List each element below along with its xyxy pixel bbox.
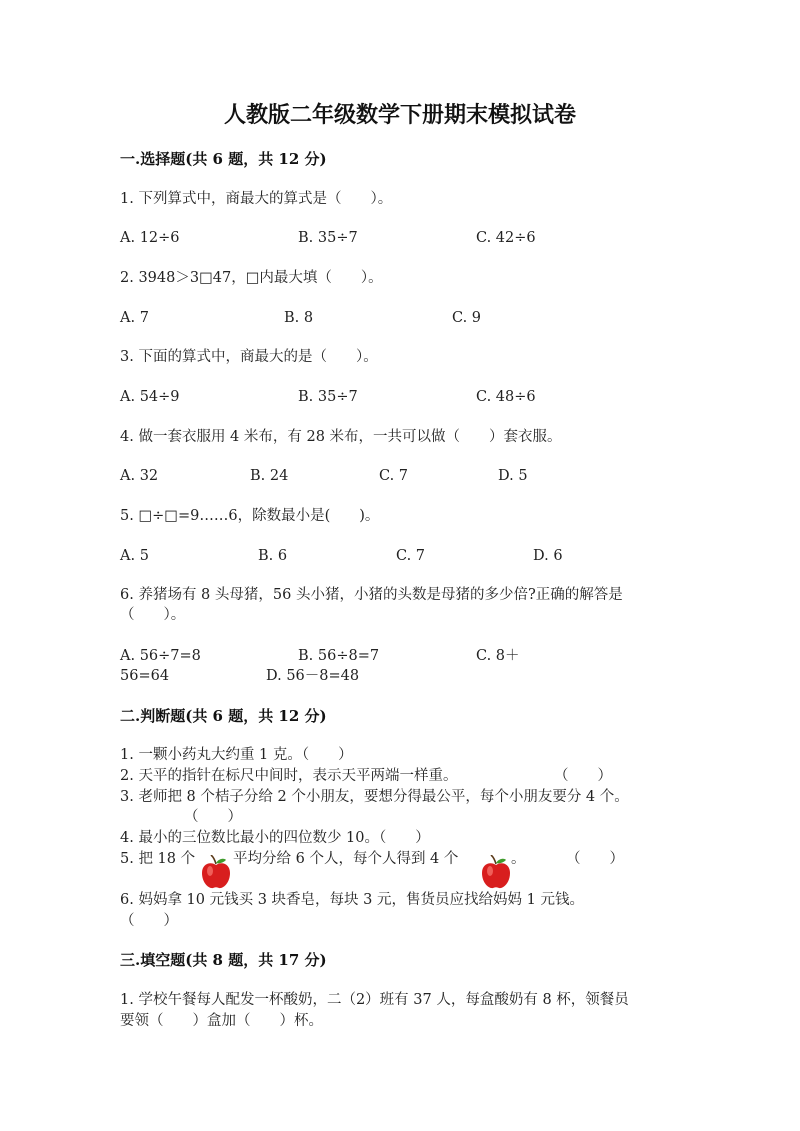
question-option: A. 54÷9 <box>120 389 180 405</box>
question-option: C. 9 <box>452 310 482 326</box>
question-stem-continued: （ ）。 <box>120 607 186 623</box>
question-option: C. 42÷6 <box>476 230 536 246</box>
question-option: C. 8＋ <box>476 648 520 664</box>
judge-blank: （ ） <box>184 809 242 825</box>
section-heading-choice: 一.选择题(共 6 题，共 12 分) <box>120 150 327 168</box>
fill-item-continued: 要领（ ）盒加（ ）杯。 <box>120 1013 323 1029</box>
judge-item: 2. 天平的指针在标尺中间时，表示天平两端一样重。 <box>120 768 458 784</box>
question-option: D. 5 <box>498 468 528 484</box>
question-option: C. 48÷6 <box>476 389 536 405</box>
question-option: A. 32 <box>120 468 159 484</box>
question-option: B. 56÷8=7 <box>298 648 380 664</box>
question-option: C. 7 <box>379 468 409 484</box>
judge-item: 3. 老师把 8 个桔子分给 2 个小朋友，要想分得最公平，每个小朋友要分 4 个。 <box>120 789 629 805</box>
question-option: A. 12÷6 <box>120 230 180 246</box>
question-option: A. 5 <box>120 548 149 564</box>
judge-item: 1. 一颗小药丸大约重 1 克。（ ） <box>120 747 353 763</box>
question-stem: 6. 养猪场有 8 头母猪，56 头小猪，小猪的头数是母猪的多少倍?正确的解答是 <box>120 587 623 603</box>
question-option: D. 56－8=48 <box>266 668 360 684</box>
apple-icon <box>481 855 511 889</box>
question-stem: 4. 做一套衣服用 4 米布，有 28 米布，一共可以做（ ）套衣服。 <box>120 429 562 445</box>
apple-icon <box>201 855 231 889</box>
question-option: C. 7 <box>396 548 426 564</box>
question-option: B. 35÷7 <box>298 230 358 246</box>
section-heading-judge: 二.判断题(共 6 题，共 12 分) <box>120 707 327 725</box>
fill-item: 1. 学校午餐每人配发一杯酸奶，二（2）班有 37 人，每盒酸奶有 8 杯，领餐员 <box>120 992 629 1008</box>
judge-item-end: 。 <box>511 851 526 867</box>
question-option: B. 6 <box>258 548 288 564</box>
judge-blank: （ ） <box>566 851 624 867</box>
question-option-continued: 56=64 <box>120 668 170 684</box>
judge-item: 6. 妈妈拿 10 元钱买 3 块香皂，每块 3 元，售货员应找给妈妈 1 元钱。 <box>120 892 584 908</box>
judge-blank: （ ） <box>554 768 612 784</box>
question-stem: 1. 下列算式中，商最大的算式是（ ）。 <box>120 191 393 207</box>
question-option: B. 35÷7 <box>298 389 358 405</box>
question-option: A. 56÷7=8 <box>120 648 201 664</box>
question-option: B. 24 <box>250 468 289 484</box>
question-stem: 3. 下面的算式中，商最大的是（ ）。 <box>120 349 378 365</box>
judge-blank: （ ） <box>120 913 178 929</box>
question-option: D. 6 <box>533 548 563 564</box>
judge-item-continued: 平均分给 6 个人，每个人得到 4 个 <box>233 851 459 867</box>
judge-item: 4. 最小的三位数比最小的四位数少 10。（ ） <box>120 830 430 846</box>
question-stem: 5. □÷□=9……6，除数最小是( )。 <box>120 508 380 524</box>
question-option: B. 8 <box>284 310 314 326</box>
page-title: 人教版二年级数学下册期末模拟试卷 <box>223 102 576 128</box>
section-heading-fill: 三.填空题(共 8 题，共 17 分) <box>120 951 327 969</box>
judge-item: 5. 把 18 个 <box>120 851 196 867</box>
question-option: A. 7 <box>120 310 149 326</box>
question-stem: 2. 3948＞3□47，□内最大填（ ）。 <box>120 270 383 286</box>
